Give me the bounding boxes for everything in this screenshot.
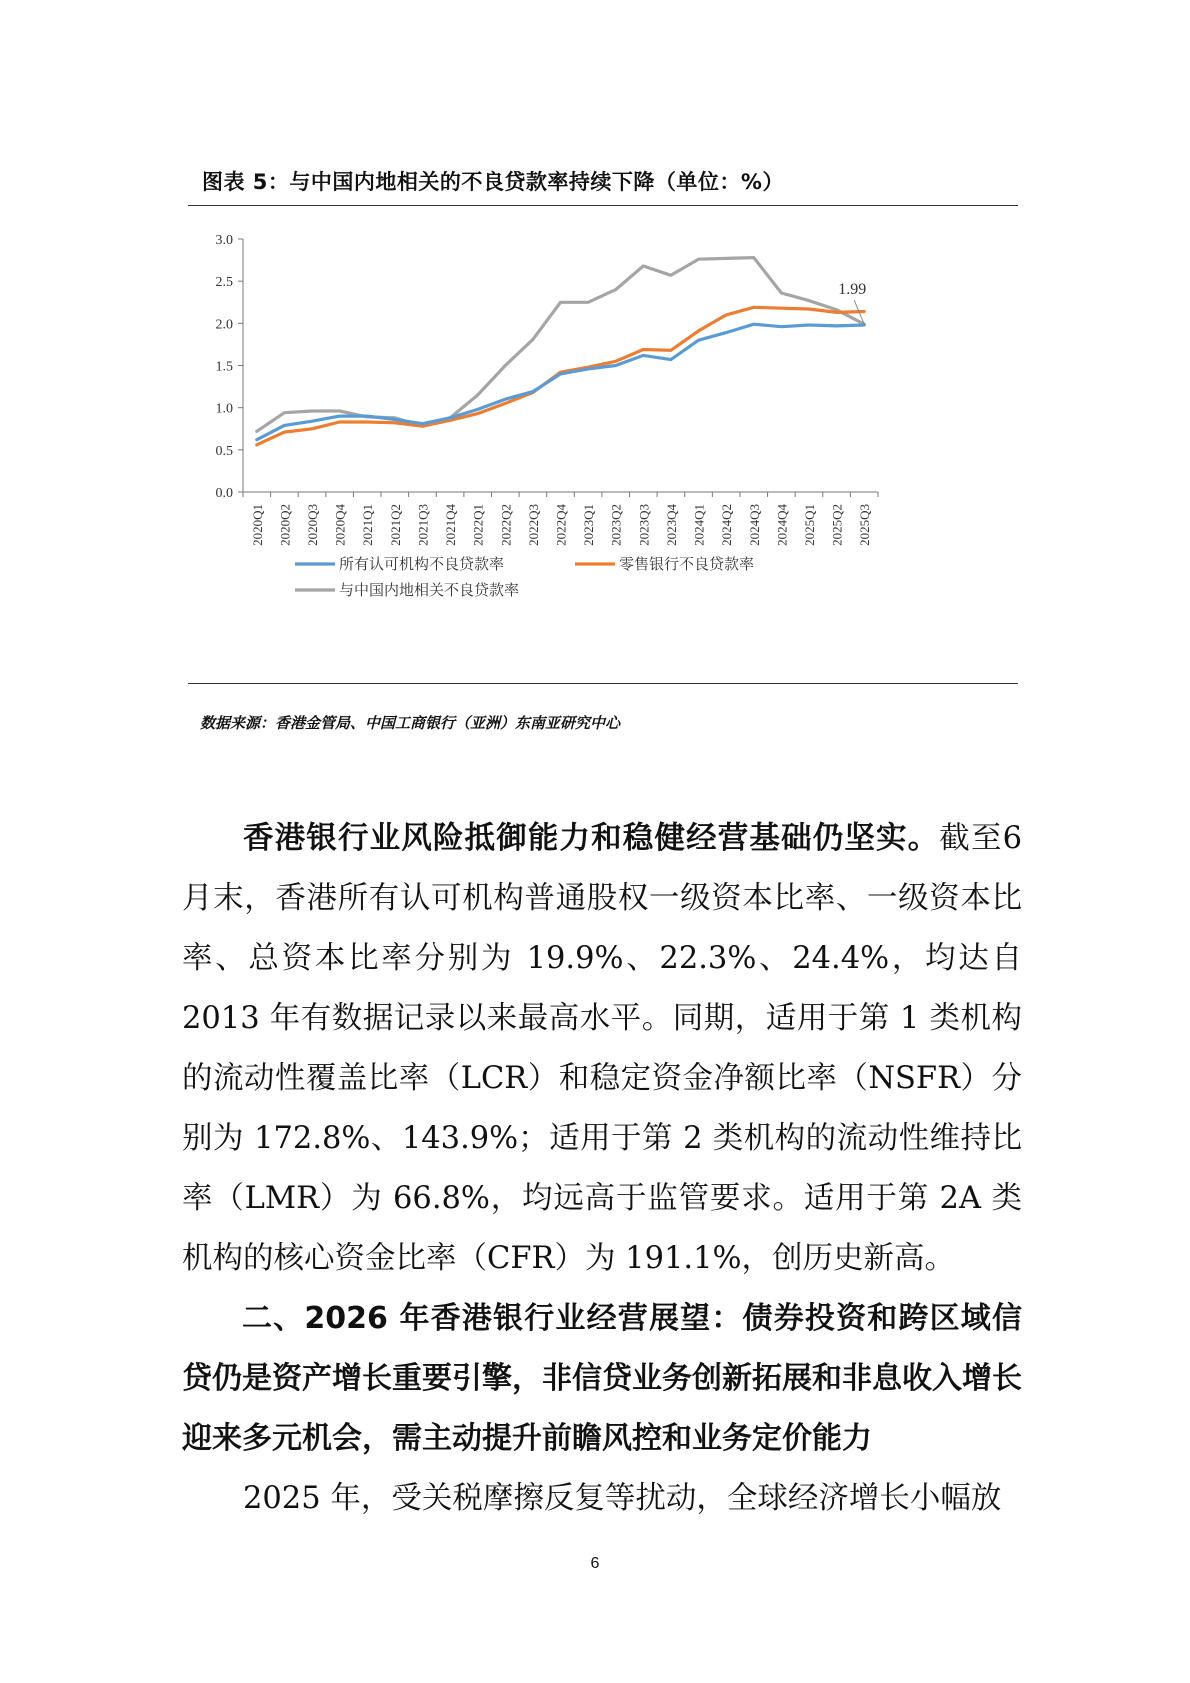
y-tick-label: 0.0 (215, 486, 233, 501)
series-line (257, 307, 864, 445)
x-tick-label: 2021Q1 (360, 504, 376, 546)
body-text (182, 808, 1022, 1529)
figure-bottom-rule (188, 683, 1018, 684)
x-tick-label: 2022Q1 (470, 504, 486, 546)
x-tick-label: 2022Q4 (553, 504, 569, 546)
paragraph-capital-adequacy (182, 808, 1022, 1289)
y-tick-label: 3.0 (215, 233, 233, 248)
x-tick-label: 2024Q4 (774, 504, 790, 546)
x-tick-label: 2025Q3 (857, 504, 873, 546)
x-tick-label: 2022Q2 (498, 504, 514, 546)
chart-svg (188, 210, 1018, 680)
paragraph-text: 截至6月末，香港所有认可机构普通股权一级资本比率、一级资本比率、总资本比率分别为 19.9%、22.3%、24.4%，均达自 2013 年有数据记录以来最高水平。同期，适用于第 1 类机构的流动性覆盖比率（LCR）和稳定资金净额比率（NSFR）分别为 172.8%、143.9%；适用于第 2 类机构的流动性维持比率（LMR）为 66.8%，均远高于监管要求。适用于第 2A 类机构的核心资金比率（CFR）为 191.1%，创历史新高。 (182, 821, 1023, 1276)
x-tick-label: 2021Q3 (415, 504, 431, 546)
x-tick-label: 2024Q1 (691, 504, 707, 546)
figure-top-rule (188, 205, 1018, 206)
data-source-note: 数据来源：香港金管局、中国工商银行（亚洲）东南亚研究中心 (200, 714, 621, 732)
x-tick-label: 2021Q4 (443, 504, 459, 546)
paragraph-2025-economy: 2025 年，受关税摩擦反复等扰动，全球经济增长小幅放 (243, 1481, 1002, 1516)
x-tick-label: 2020Q4 (332, 504, 348, 546)
y-tick-label: 2.0 (215, 317, 233, 333)
section-heading-outlook: 二、2026 年香港银行业经营展望：债券投资和跨区域信贷仍是资产增长重要引擎，非信贷业务创新拓展和非息收入增长迎来多元机会，需主动提升前瞻风控和业务定价能力 (182, 1301, 1022, 1456)
figure-title: 图表 5：与中国内地相关的不良贷款率持续下降（单位：%） (202, 170, 784, 194)
npl-line-chart (188, 210, 1018, 680)
x-tick-label: 2024Q3 (746, 504, 762, 546)
x-tick-label: 2020Q3 (305, 504, 321, 546)
y-tick-label: 2.5 (215, 275, 233, 291)
x-tick-label: 2021Q2 (387, 504, 403, 546)
x-tick-label: 2022Q3 (525, 504, 541, 546)
y-tick-label: 1.0 (215, 401, 233, 417)
legend-label: 与中国内地相关不良贷款率 (339, 581, 520, 599)
x-tick-label: 2020Q2 (277, 504, 293, 546)
y-tick-label: 1.5 (215, 359, 233, 375)
y-tick-label: 0.5 (215, 443, 233, 459)
x-tick-label: 2024Q2 (719, 504, 735, 546)
legend-label: 所有认可机构不良贷款率 (339, 555, 505, 573)
x-tick-label: 2025Q1 (801, 504, 817, 546)
data-label: 1.99 (838, 281, 867, 299)
x-tick-label: 2020Q1 (249, 504, 265, 546)
x-tick-label: 2025Q2 (829, 504, 845, 546)
paragraph-lead: 香港银行业风险抵御能力和稳健经营基础仍坚实。 (243, 820, 940, 856)
x-tick-label: 2023Q4 (663, 504, 679, 546)
x-tick-label: 2023Q2 (608, 504, 624, 546)
x-tick-label: 2023Q1 (581, 504, 597, 546)
page-number: 6 (590, 1555, 600, 1572)
x-tick-label: 2023Q3 (636, 504, 652, 546)
series-line (257, 258, 867, 432)
legend-label: 零售银行不良贷款率 (619, 555, 755, 573)
